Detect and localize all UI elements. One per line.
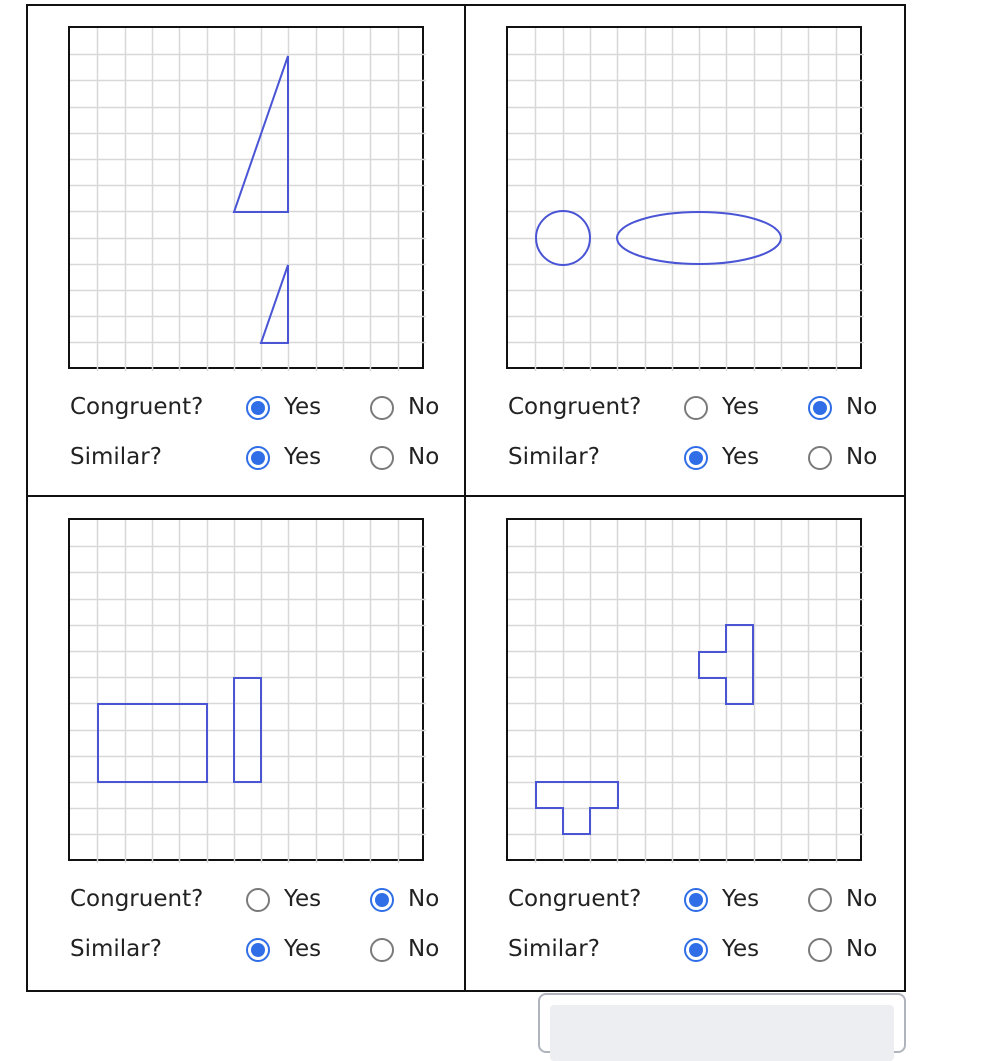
option-label: No <box>846 936 878 962</box>
radio-circle[interactable] <box>808 888 832 912</box>
radio-circle[interactable] <box>246 396 270 420</box>
question-row-similar-2 <box>508 438 888 478</box>
bottom-popup-panel[interactable] <box>538 993 906 1053</box>
grid-drawing-4 <box>508 520 864 863</box>
radio-no-congruent-2[interactable] <box>808 388 888 428</box>
radio-circle[interactable] <box>246 938 270 962</box>
radio-yes-similar-2[interactable] <box>684 438 774 478</box>
radio-circle[interactable] <box>246 446 270 470</box>
question-label: Similar? <box>508 444 600 470</box>
option-label: No <box>408 886 440 912</box>
question-label: Congruent? <box>508 886 642 912</box>
question-row-congruent-2 <box>508 388 888 428</box>
grid-drawing-2 <box>508 28 864 371</box>
radio-no-similar-3[interactable] <box>370 930 450 970</box>
radio-circle[interactable] <box>370 396 394 420</box>
grid-panel-4 <box>506 518 862 861</box>
question-row-similar-1 <box>70 438 450 478</box>
radio-yes-congruent-1[interactable] <box>246 388 336 428</box>
radio-circle[interactable] <box>684 938 708 962</box>
option-label: Yes <box>722 444 760 470</box>
question-label: Similar? <box>70 444 162 470</box>
radio-no-similar-1[interactable] <box>370 438 450 478</box>
option-label: No <box>846 444 878 470</box>
radio-yes-similar-4[interactable] <box>684 930 774 970</box>
question-label: Congruent? <box>70 394 204 420</box>
radio-no-congruent-3[interactable] <box>370 880 450 920</box>
table-divider-vertical <box>464 4 466 992</box>
grid-drawing-1 <box>70 28 426 371</box>
question-row-similar-3 <box>70 930 450 970</box>
radio-circle[interactable] <box>370 938 394 962</box>
radio-circle[interactable] <box>684 888 708 912</box>
option-label: No <box>408 394 440 420</box>
radio-no-congruent-1[interactable] <box>370 388 450 428</box>
option-label: Yes <box>284 394 322 420</box>
option-label: Yes <box>722 394 760 420</box>
radio-circle[interactable] <box>808 396 832 420</box>
question-label: Similar? <box>70 936 162 962</box>
option-label: No <box>408 936 440 962</box>
small-triangle <box>261 265 288 343</box>
radio-yes-similar-1[interactable] <box>246 438 336 478</box>
radio-no-similar-2[interactable] <box>808 438 888 478</box>
option-label: Yes <box>284 936 322 962</box>
question-row-congruent-1 <box>70 388 450 428</box>
radio-yes-congruent-3[interactable] <box>246 880 336 920</box>
question-row-similar-4 <box>508 930 888 970</box>
option-label: No <box>846 886 878 912</box>
question-label: Congruent? <box>508 394 642 420</box>
option-label: No <box>408 444 440 470</box>
radio-circle[interactable] <box>370 446 394 470</box>
radio-circle[interactable] <box>370 888 394 912</box>
radio-circle[interactable] <box>684 446 708 470</box>
grid-panel-3 <box>68 518 424 861</box>
radio-circle[interactable] <box>246 888 270 912</box>
radio-yes-similar-3[interactable] <box>246 930 336 970</box>
question-row-congruent-3 <box>70 880 450 920</box>
radio-circle[interactable] <box>684 396 708 420</box>
radio-no-similar-4[interactable] <box>808 930 888 970</box>
popup-content-area <box>550 1005 894 1061</box>
grid-drawing-3 <box>70 520 426 863</box>
radio-circle[interactable] <box>808 938 832 962</box>
option-label: Yes <box>284 886 322 912</box>
question-row-congruent-4 <box>508 880 888 920</box>
radio-yes-congruent-4[interactable] <box>684 880 774 920</box>
option-label: Yes <box>722 936 760 962</box>
option-label: No <box>846 394 878 420</box>
question-label: Congruent? <box>70 886 204 912</box>
radio-no-congruent-4[interactable] <box>808 880 888 920</box>
radio-yes-congruent-2[interactable] <box>684 388 774 428</box>
question-label: Similar? <box>508 936 600 962</box>
radio-circle[interactable] <box>808 446 832 470</box>
option-label: Yes <box>722 886 760 912</box>
table-divider-horizontal <box>26 495 906 497</box>
grid-panel-1 <box>68 26 424 369</box>
grid-panel-2 <box>506 26 862 369</box>
option-label: Yes <box>284 444 322 470</box>
